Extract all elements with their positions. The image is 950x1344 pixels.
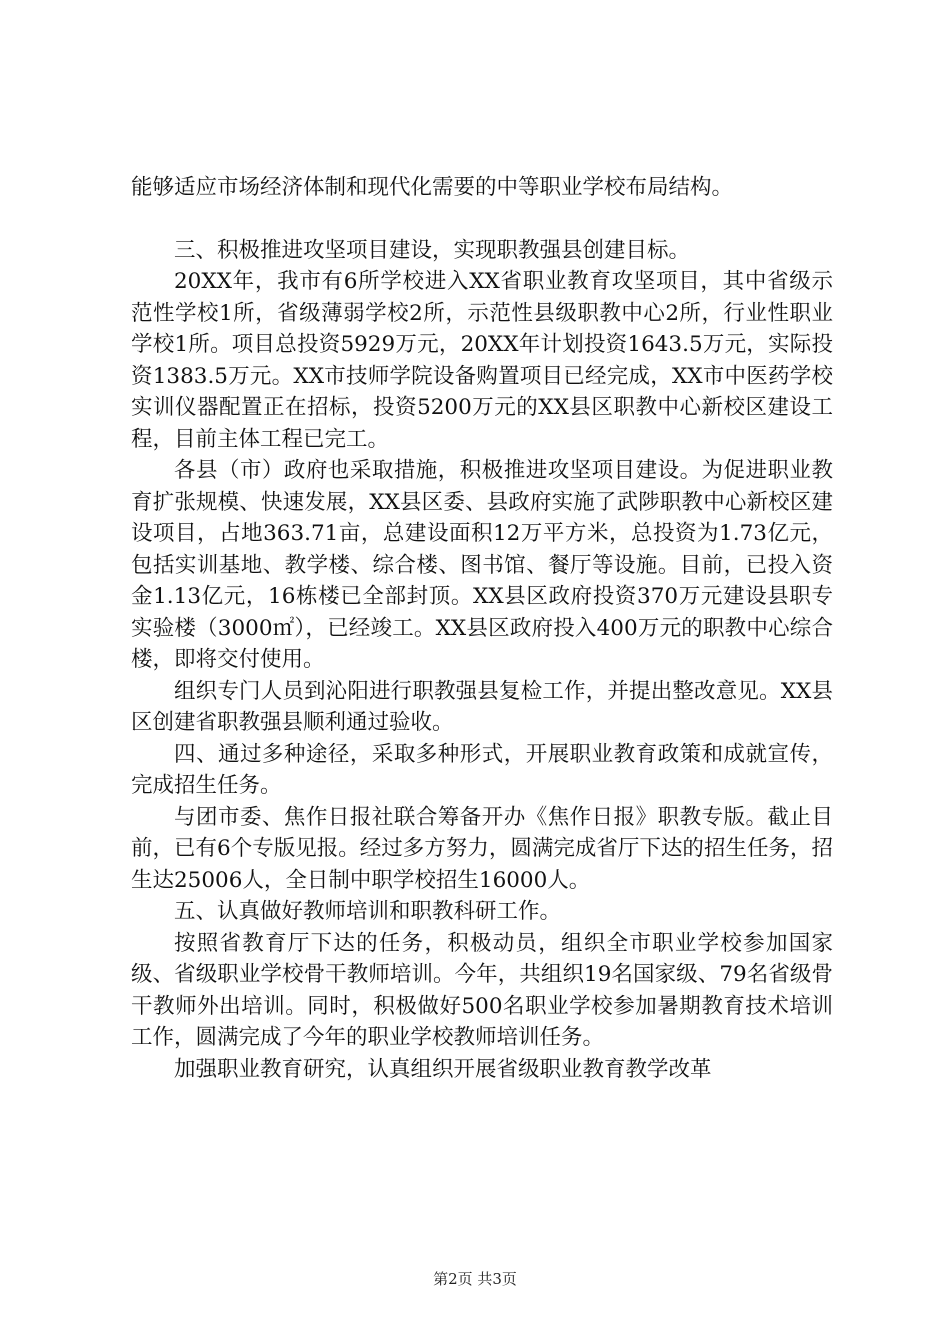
paragraph: 按照省教育厅下达的任务，积极动员，组织全市职业学校参加国家级、省级职业学校骨干教师培训。今年，共组织19名国家级、79名省级骨干教师外出培训。同时，积极做好500名职业学校参加暑期教育技术培训工作，圆满完成了今年的职业学校教师培训任务。: [131, 930, 833, 1050]
section-heading-3: 三、积极推进攻坚项目建设，实现职教强县创建目标。: [174, 237, 691, 263]
paragraph: 20XX年，我市有6所学校进入XX省职业教育攻坚项目，其中省级示范性学校1所，省级薄弱学校2所，示范性县级职教中心2所，行业性职业学校1所。项目总投资5929万元，20XX年计划投资1643.5万元，实际投资1383.5万元。XX市技师学院设备购置项目已经完成，XX市中医药学校实训仪器配置正在招标，投资5200万元的XX县区职教中心新校区建设工程，目前主体工程已完工。: [131, 269, 833, 452]
paragraph: 与团市委、焦作日报社联合筹备开办《焦作日报》职教专版。截止目前，已有6个专版见报。经过多方努力，圆满完成省厅下达的招生任务，招生达25006人，全日制中职学校招生16000人。: [131, 804, 833, 893]
section-heading-4: 四、通过多种途径，采取多种形式，开展职业教育政策和成就宣传，完成招生任务。: [131, 741, 833, 798]
paragraph-continuation: 能够适应市场经济体制和现代化需要的中等职业学校布局结构。: [131, 175, 734, 200]
paragraph: 各县（市）政府也采取措施，积极推进攻坚项目建设。为促进职业教育扩张规模、快速发展，XX县区委、县政府实施了武陟职教中心新校区建设项目，占地363.71亩，总建设面积12万平方米，总投资为1.73亿元，包括实训基地、教学楼、综合楼、图书馆、餐厅等设施。目前，已投入资金1.13亿元，16栋楼已全部封顶。XX县区政府投资370万元建设县职专实验楼（3000㎡），已经竣工。XX县区政府投入400万元的职教中心综合楼，即将交付使用。: [131, 458, 833, 672]
document-body: [131, 172, 833, 1085]
section-heading-5: 五、认真做好教师培训和职教科研工作。: [174, 899, 562, 924]
paragraph: 组织专门人员到沁阳进行职教强县复检工作，并提出整改意见。XX县区创建省职教强县顺利通过验收。: [131, 678, 833, 735]
paragraph-truncated: 加强职业教育研究，认真组织开展省级职业教育教学改革: [174, 1056, 712, 1082]
page-number-footer: 第2页 共3页: [433, 1270, 517, 1288]
